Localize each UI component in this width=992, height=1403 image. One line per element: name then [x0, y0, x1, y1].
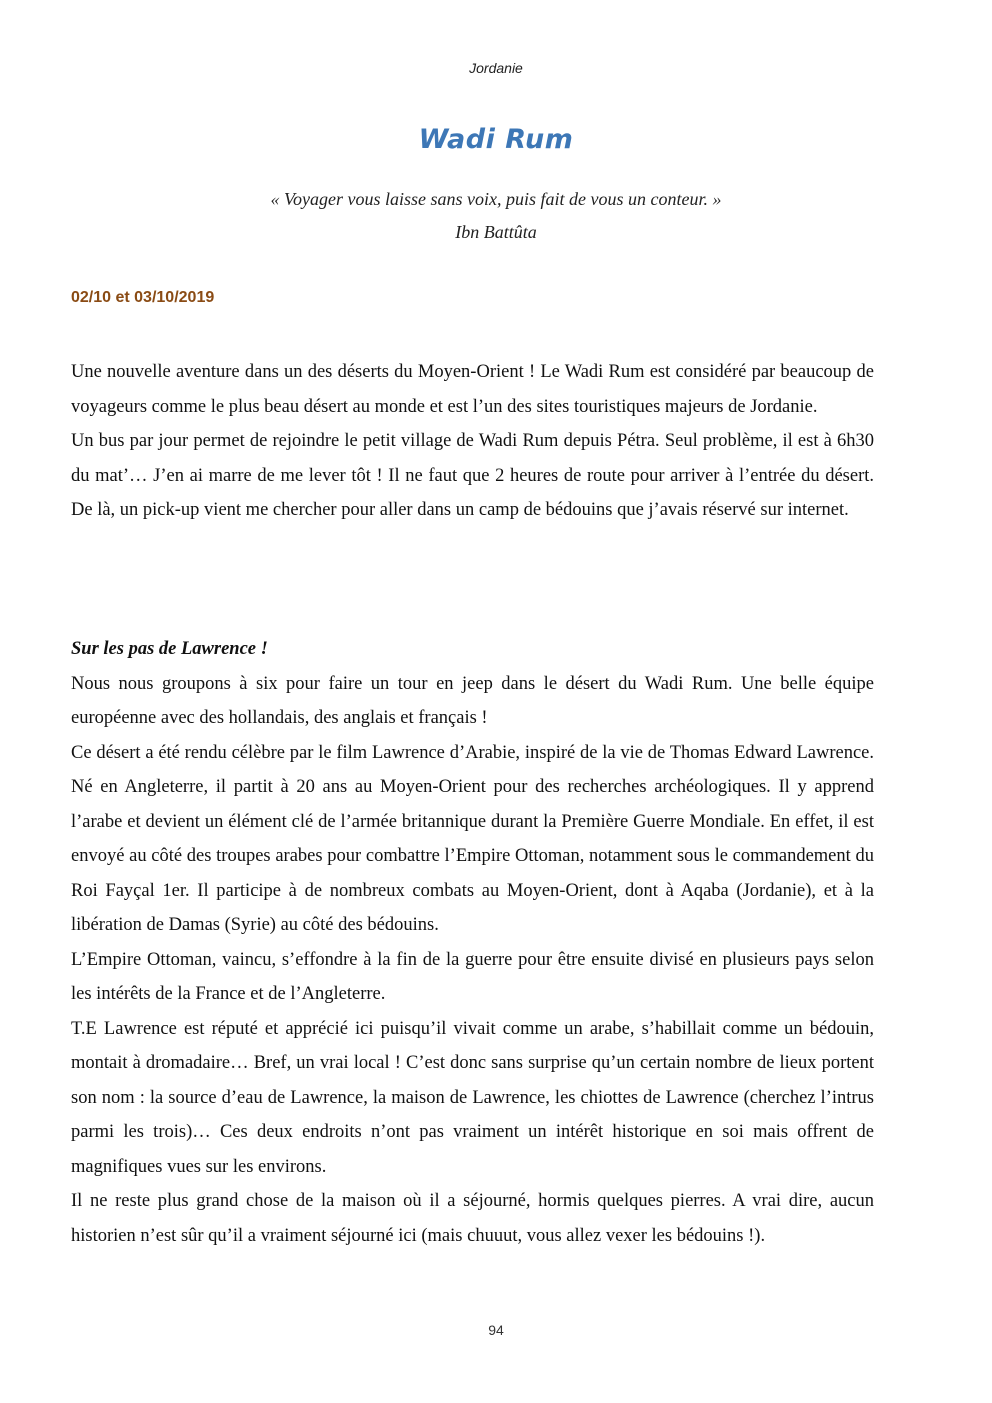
running-header: Jordanie	[469, 60, 523, 76]
section-paragraph-3: L’Empire Ottoman, vaincu, s’effondre à la fin de la guerre pour être ensuite divisé en plusieurs pays selon les intérêts de la France et de l’Angleterre.	[71, 949, 874, 1004]
intro-paragraph-1: Une nouvelle aventure dans un des déserts du Moyen-Orient ! Le Wadi Rum est considéré par beaucoup de voyageurs comme le plus beau désert au monde et est l’un des sites touristiques majeurs de Jordanie.	[71, 362, 874, 417]
section-paragraph-2: Ce désert a été rendu célèbre par le film Lawrence d’Arabie, inspiré de la vie de Thomas Edward Lawrence. Né en Angleterre, il partit à 20 ans au Moyen-Orient pour des recherches archéologiques. Il y apprend l’arabe et devient un élément clé de l’armée britannique durant la Première Guerre Mondiale. En effet, il est envoyé au côté des troupes arabes pour combattre l’Empire Ottoman, notamment sous le commandement du Roi Fayçal 1er. Il participe à de nombreux combats au Moyen-Orient, dont à Aqaba (Jordanie), et à la libération de Damas (Syrie) au côté des bédouins.	[71, 742, 874, 935]
entry-date: 02/10 et 03/10/2019	[71, 289, 215, 306]
intro-section	[71, 355, 874, 528]
page-title: Wadi Rum	[418, 124, 574, 155]
page-number: 94	[488, 1322, 504, 1338]
lawrence-section	[71, 632, 874, 1253]
intro-paragraph-2: Un bus par jour permet de rejoindre le petit village de Wadi Rum depuis Pétra. Seul problème, il est à 6h30 du mat’… J’en ai marre de me lever tôt ! Il ne faut que 2 heures de route pour arriver à l’entrée du désert. De là, un pick-up vient me chercher pour aller dans un camp de bédouins que j’avais réservé sur internet.	[71, 431, 874, 520]
epigraph-author: Ibn Battûta	[455, 222, 537, 242]
section-paragraph-4: T.E Lawrence est réputé et apprécié ici puisqu’il vivait comme un arabe, s’habillait comme un bédouin, montait à dromadaire… Bref, un vrai local ! C’est donc sans surprise qu’un certain nombre de lieux portent son nom : la source d’eau de Lawrence, la maison de Lawrence, les chiottes de Lawrence (cherchez l’intrus parmi les trois)… Ces deux endroits n’ont pas vraiment un intérêt historique en soi mais offrent de magnifiques vues sur les environs.	[71, 1018, 874, 1177]
section-paragraph-1: Nous nous groupons à six pour faire un tour en jeep dans le désert du Wadi Rum. Une belle équipe européenne avec des hollandais, des anglais et français !	[71, 673, 874, 728]
epigraph-quote: « Voyager vous laisse sans voix, puis fait de vous un conteur. »	[270, 189, 722, 209]
section-paragraph-5: Il ne reste plus grand chose de la maison où il a séjourné, hormis quelques pierres. A vrai dire, aucun historien n’est sûr qu’il a vraiment séjourné ici (mais chuuut, vous allez vexer les bédouins !).	[71, 1191, 874, 1246]
epigraph	[0, 183, 992, 249]
section-heading: Sur les pas de Lawrence !	[71, 639, 268, 659]
